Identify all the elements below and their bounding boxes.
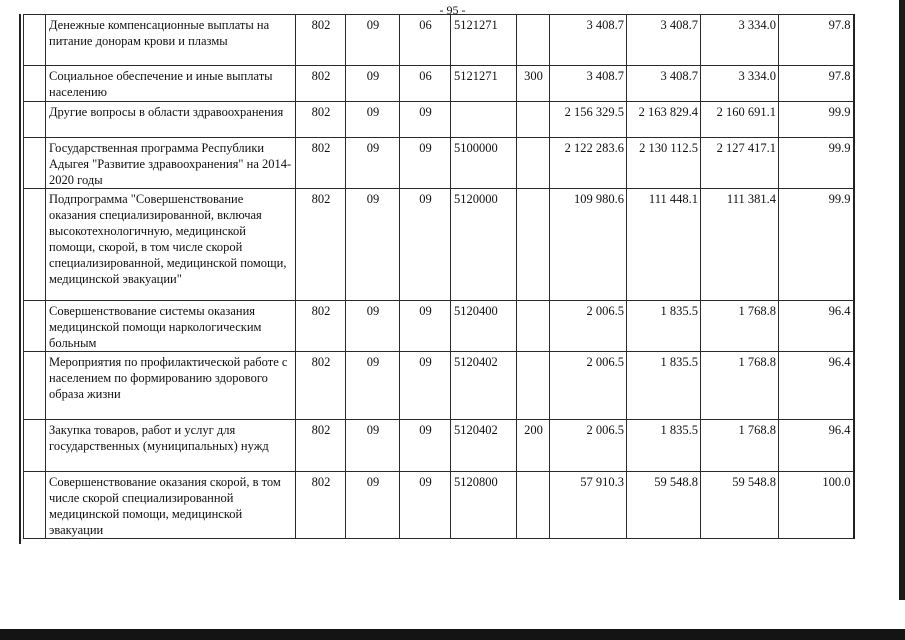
row-margin-cell <box>24 138 46 189</box>
ministry-code-cell: 802 <box>296 301 346 352</box>
amount-1-cell: 3 408.7 <box>550 15 627 66</box>
target-article-cell <box>451 102 517 138</box>
row-margin-cell <box>24 301 46 352</box>
table-row <box>24 66 854 102</box>
row-margin-cell <box>24 352 46 420</box>
subsection-code-cell: 09 <box>400 420 451 472</box>
expense-type-cell <box>517 301 550 352</box>
section-code-cell: 09 <box>346 352 400 420</box>
section-code-cell: 09 <box>346 15 400 66</box>
subsection-code-cell: 09 <box>400 102 451 138</box>
subsection-code-cell: 09 <box>400 301 451 352</box>
amount-1-cell: 2 006.5 <box>550 301 627 352</box>
target-article-cell: 5100000 <box>451 138 517 189</box>
amount-1-cell: 109 980.6 <box>550 189 627 301</box>
amount-1-cell: 3 408.7 <box>550 66 627 102</box>
amount-1-cell: 57 910.3 <box>550 472 627 539</box>
ministry-code-cell: 802 <box>296 420 346 472</box>
table-row <box>24 301 854 352</box>
amount-3-cell: 3 334.0 <box>701 15 779 66</box>
amount-3-cell: 2 160 691.1 <box>701 102 779 138</box>
amount-3-cell: 1 768.8 <box>701 301 779 352</box>
amount-3-cell: 3 334.0 <box>701 66 779 102</box>
target-article-cell: 5120000 <box>451 189 517 301</box>
amount-2-cell: 2 130 112.5 <box>627 138 701 189</box>
row-margin-cell <box>24 189 46 301</box>
table-row <box>24 472 854 539</box>
amount-2-cell: 1 835.5 <box>627 301 701 352</box>
scan-edge-bottom <box>0 629 905 640</box>
target-article-cell: 5120800 <box>451 472 517 539</box>
amount-2-cell: 3 408.7 <box>627 15 701 66</box>
expense-type-cell <box>517 189 550 301</box>
budget-table <box>23 14 855 539</box>
table-row <box>24 189 854 301</box>
row-margin-cell <box>24 472 46 539</box>
amount-2-cell: 1 835.5 <box>627 352 701 420</box>
row-name-cell: Денежные компенсационные выплаты на питание донорам крови и плазмы <box>46 15 296 66</box>
table-row <box>24 15 854 66</box>
amount-1-cell: 2 006.5 <box>550 352 627 420</box>
target-article-cell: 5120402 <box>451 352 517 420</box>
ministry-code-cell: 802 <box>296 102 346 138</box>
amount-3-cell: 111 381.4 <box>701 189 779 301</box>
row-margin-cell <box>24 15 46 66</box>
percent-cell: 99.9 <box>779 138 854 189</box>
section-code-cell: 09 <box>346 420 400 472</box>
expense-type-cell <box>517 102 550 138</box>
amount-3-cell: 1 768.8 <box>701 352 779 420</box>
target-article-cell: 5121271 <box>451 66 517 102</box>
expense-type-cell <box>517 138 550 189</box>
ministry-code-cell: 802 <box>296 472 346 539</box>
subsection-code-cell: 09 <box>400 352 451 420</box>
percent-cell: 99.9 <box>779 102 854 138</box>
section-code-cell: 09 <box>346 189 400 301</box>
row-name-cell: Совершенствование системы оказания медицинской помощи наркологическим больным <box>46 301 296 352</box>
target-article-cell: 5120400 <box>451 301 517 352</box>
amount-3-cell: 59 548.8 <box>701 472 779 539</box>
percent-cell: 97.8 <box>779 15 854 66</box>
row-name-cell: Социальное обеспечение и иные выплаты населению <box>46 66 296 102</box>
percent-cell: 96.4 <box>779 301 854 352</box>
row-name-cell: Государственная программа Республики Адыгея "Развитие здравоохранения" на 2014-2020 годы <box>46 138 296 189</box>
amount-2-cell: 111 448.1 <box>627 189 701 301</box>
amount-1-cell: 2 122 283.6 <box>550 138 627 189</box>
row-name-cell: Подпрограмма "Совершенствование оказания специализированной, включая высокотехнологичную, медицинской помощи, скорой, в том числе скорой специализированной, медицинской помощи, медицинской эвакуации" <box>46 189 296 301</box>
row-name-cell: Закупка товаров, работ и услуг для государственных (муниципальных) нужд <box>46 420 296 472</box>
left-border-rule <box>19 14 21 544</box>
scan-edge-right <box>899 0 905 600</box>
subsection-code-cell: 09 <box>400 189 451 301</box>
amount-2-cell: 2 163 829.4 <box>627 102 701 138</box>
section-code-cell: 09 <box>346 472 400 539</box>
section-code-cell: 09 <box>346 138 400 189</box>
ministry-code-cell: 802 <box>296 66 346 102</box>
percent-cell: 96.4 <box>779 352 854 420</box>
amount-1-cell: 2 156 329.5 <box>550 102 627 138</box>
expense-type-cell <box>517 472 550 539</box>
percent-cell: 97.8 <box>779 66 854 102</box>
amount-1-cell: 2 006.5 <box>550 420 627 472</box>
percent-cell: 99.9 <box>779 189 854 301</box>
row-margin-cell <box>24 102 46 138</box>
percent-cell: 100.0 <box>779 472 854 539</box>
section-code-cell: 09 <box>346 102 400 138</box>
table-row <box>24 420 854 472</box>
row-margin-cell <box>24 420 46 472</box>
page-number: - 95 - <box>439 3 466 17</box>
section-code-cell: 09 <box>346 66 400 102</box>
subsection-code-cell: 09 <box>400 138 451 189</box>
amount-2-cell: 59 548.8 <box>627 472 701 539</box>
ministry-code-cell: 802 <box>296 189 346 301</box>
section-code-cell: 09 <box>346 301 400 352</box>
expense-type-cell: 300 <box>517 66 550 102</box>
amount-2-cell: 1 835.5 <box>627 420 701 472</box>
row-name-cell: Мероприятия по профилактической работе с населением по формированию здорового образа жизни <box>46 352 296 420</box>
row-name-cell: Другие вопросы в области здравоохранения <box>46 102 296 138</box>
target-article-cell: 5121271 <box>451 15 517 66</box>
amount-3-cell: 1 768.8 <box>701 420 779 472</box>
subsection-code-cell: 09 <box>400 472 451 539</box>
ministry-code-cell: 802 <box>296 138 346 189</box>
amount-2-cell: 3 408.7 <box>627 66 701 102</box>
amount-3-cell: 2 127 417.1 <box>701 138 779 189</box>
ministry-code-cell: 802 <box>296 15 346 66</box>
subsection-code-cell: 06 <box>400 66 451 102</box>
expense-type-cell <box>517 15 550 66</box>
expense-type-cell: 200 <box>517 420 550 472</box>
table-row <box>24 352 854 420</box>
row-margin-cell <box>24 66 46 102</box>
percent-cell: 96.4 <box>779 420 854 472</box>
ministry-code-cell: 802 <box>296 352 346 420</box>
table-row <box>24 102 854 138</box>
subsection-code-cell: 06 <box>400 15 451 66</box>
target-article-cell: 5120402 <box>451 420 517 472</box>
row-name-cell: Совершенствование оказания скорой, в том числе скорой специализированной медицинской помощи, медицинской эвакуации <box>46 472 296 539</box>
table-row <box>24 138 854 189</box>
expense-type-cell <box>517 352 550 420</box>
